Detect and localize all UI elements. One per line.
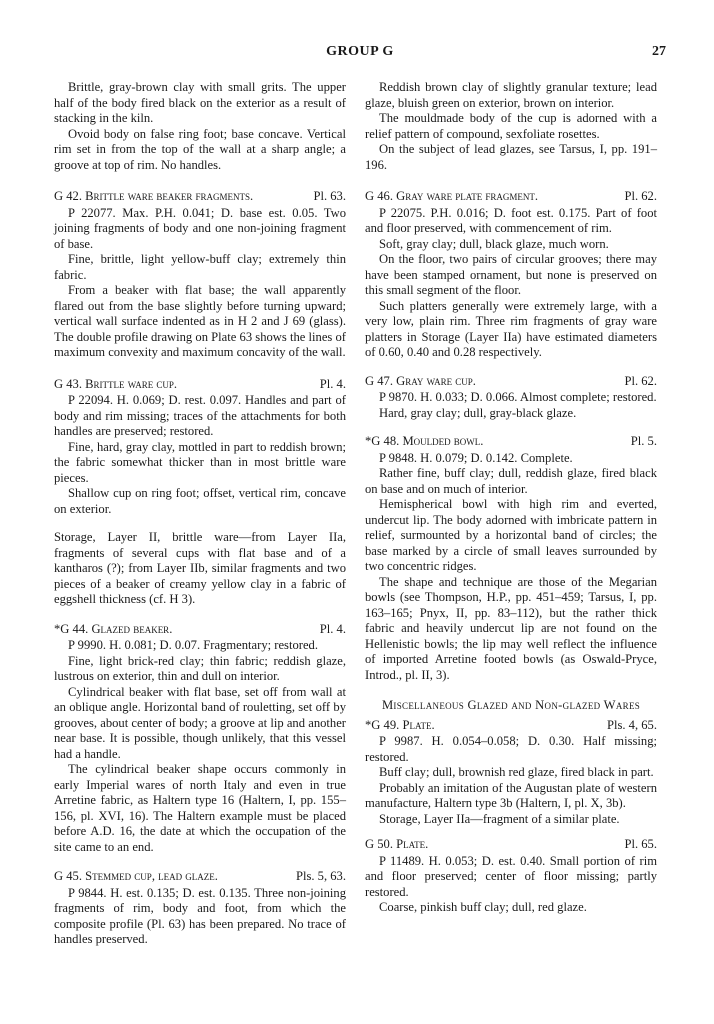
paragraph: Such platters generally were extremely large, with a very low, plain rim. Three rim fragments of gray ware platters in Storage (Layer IIa) have estimated diameters of 0.60, 0.40 and 0.28 respectively. [365, 298, 657, 359]
paragraph: P 9990. H. 0.081; D. 0.07. Fragmentary; restored. [68, 638, 318, 652]
paragraph: P 22075. P.H. 0.016; D. foot est. 0.175. Part of foot and floor preserved, with commencement of rim. [365, 205, 657, 235]
paragraph: Coarse, pinkish buff clay; dull, red glaze. [379, 900, 587, 914]
paragraph: On the floor, two pairs of circular grooves; there may have been stamped ornament, but none is preserved on this small segment of the floor. [365, 252, 657, 297]
paragraph: On the subject of lead glazes, see Tarsus, I, pp. 191–196. [365, 142, 657, 172]
entry-number: G 50. [365, 837, 393, 851]
paragraph: From a beaker with flat base; the wall apparently flared out from the base slightly before turning upward; vertical wall surface indented as in H 2 and J 69 (glass). The double profile drawing on Plate 63 shows the lines of maximum convexity and maximum concavity of the wall. [54, 283, 346, 359]
entry-number: G 45. [54, 869, 82, 883]
page-number: 27 [652, 44, 666, 59]
paragraph: Fine, hard, gray clay, mottled in part to reddish brown; the fabric somewhat thicker than in most brittle ware pieces. [54, 439, 346, 485]
paragraph: Ovoid body on false ring foot; base concave. Vertical rim set in from the top of the wall at a sharp angle; a groove at top of rim. No handles. [54, 126, 346, 172]
page-header [54, 44, 666, 62]
entry-name: Plate. [402, 717, 435, 732]
storage-note: Storage, Layer II, brittle ware—from Layer IIa, fragments of several cups with flat base and of a kantharos (?); from Layer IIb, similar fragments and two pieces of a beaker of creamy yellow clay in a fabric of eggshell thickness (cf. H 3). [54, 530, 346, 606]
paragraph: Storage, Layer IIa—fragment of a similar plate. [379, 811, 620, 826]
plate-reference: Pl. 4. [319, 621, 346, 636]
plate-reference: Pl. 65. [624, 837, 657, 851]
plate-reference: Pl. 62. [624, 373, 657, 388]
entry-number: *G 44. [54, 621, 89, 636]
plate-reference: Pl. 4. [319, 376, 346, 391]
plate-reference: Pl. 62. [624, 189, 657, 203]
paragraph: Fine, light brick-red clay; thin fabric; reddish glaze, lustrous on exterior, thin and dull on interior. [54, 653, 346, 683]
paragraph: Hemispherical bowl with high rim and everted, undercut lip. The body adorned with imbricate pattern in relief, surmounted by a horizontal band of circles; the base marked by a circle of small leaves surrounded by two concentric ridges. [365, 497, 657, 573]
paragraph: P 9870. H. 0.033; D. 0.066. Almost complete; restored. [379, 390, 657, 404]
paragraph: P 22077. Max. P.H. 0.041; D. base est. 0.05. Two joining fragments of body and one non-joining fragment of base. [54, 205, 346, 251]
entry-name: Stemmed cup, lead glaze. [85, 869, 218, 883]
entry-heading-g48 [365, 434, 657, 450]
entry-name: Plate. [396, 837, 429, 851]
paragraph: The shape and technique are those of the Megarian bowls (see Thompson, H.P., pp. 451–459; Tarsus, I, pp. 163–165; Pnyx, II, pp. 83–112), but the rather thick fabric and heavily undercut lip are not found on the Hellenistic bowls; the lip may well reflect the influence of imported Arretine footed bowls (as Oswald-Pryce, Introd., pl. II, 3). [365, 574, 657, 682]
left-column [54, 80, 346, 948]
paragraph: Probably an imitation of the Augustan plate of western manufacture, Haltern type 3b (Haltern, I, pl. X, 3b). [365, 780, 657, 810]
right-column [365, 80, 657, 916]
paragraph: P 9848. H. 0.079; D. 0.142. Complete. [379, 450, 573, 465]
entry-number: *G 49. [365, 717, 400, 732]
entry-number: *G 48. [365, 434, 400, 448]
entry-number: G 47. [365, 373, 393, 388]
entry-number: G 42. [54, 189, 82, 203]
paragraph: P 9844. H. est. 0.135; D. est. 0.135. Three non-joining fragments of rim, body and foot, from which the composite profile (Pl. 63) has been prepared. No trace of handles preserved. [54, 885, 346, 946]
entry-heading-g46 [365, 189, 657, 205]
plate-reference: Pls. 5, 63. [295, 869, 346, 883]
plate-reference: Pl. 63. [313, 189, 346, 203]
entry-heading-g43 [54, 377, 346, 393]
paragraph: The cylindrical beaker shape occurs commonly in early Imperial wares of north Italy and even in true Arretine fabric, as Haltern type 16 (Haltern, I, pp. 155–156, pl. XVI, 16). The Haltern example must be placed before A.D. 16, the date at which the occupation of the site came to an end. [54, 762, 346, 854]
paragraph: Hard, gray clay; dull, gray-black glaze. [379, 405, 577, 420]
entry-name: Gray ware plate fragment. [396, 189, 539, 203]
paragraph: Fine, brittle, light yellow-buff clay; extremely thin fabric. [54, 252, 346, 282]
entry-name: Brittle ware cup. [85, 376, 177, 391]
entry-name: Moulded bowl. [402, 434, 484, 448]
entry-heading-g50 [365, 837, 657, 853]
entry-name: Brittle ware beaker fragments. [85, 189, 254, 203]
paragraph: P 22094. H. 0.069; D. rest. 0.097. Handles and part of body and rim missing; traces of the attachments for both handles are preserved; restored. [54, 393, 346, 438]
section-title: Miscellaneous Glazed and Non-glazed Wares [381, 698, 641, 712]
plate-reference: Pls. 4, 65. [606, 717, 657, 732]
entry-name: Glazed beaker. [91, 621, 173, 636]
paragraph: The mouldmade body of the cup is adorned with a relief pattern of compound, sexfoliate rosettes. [365, 111, 657, 141]
paragraph: Soft, gray clay; dull, black glaze, much worn. [379, 236, 609, 251]
entry-heading-g44 [54, 622, 346, 638]
paragraph: Shallow cup on ring foot; offset, vertical rim, concave on exterior. [54, 486, 346, 516]
paragraph: Rather fine, buff clay; dull, reddish glaze, fired black on base and on much of interior. [365, 466, 657, 496]
paragraph: P 11489. H. 0.053; D. est. 0.40. Small portion of rim and floor preserved; center of floor missing; partly restored. [365, 853, 657, 899]
entry-heading-g42 [54, 189, 346, 205]
entry-number: G 46. [365, 189, 393, 203]
entry-number: G 43. [54, 376, 82, 391]
entry-name: Gray ware cup. [396, 373, 476, 388]
plate-reference: Pl. 5. [630, 434, 657, 448]
entry-heading-g47 [365, 374, 657, 390]
paragraph: Buff clay; dull, brownish red glaze, fired black in part. [379, 765, 654, 779]
entry-heading-g49 [365, 718, 657, 734]
entry-heading-g45 [54, 869, 346, 885]
paragraph: Reddish brown clay of slightly granular texture; lead glaze, bluish green on exterior, brown on interior. [365, 80, 657, 110]
paragraph: Cylindrical beaker with flat base, set off from wall at an oblique angle. Horizontal band of rouletting, set off by grooves, about center of body; a groove at lip and another near base. It is possible, though unlikely, that this vessel had a handle. [54, 684, 346, 761]
paragraph: P 9987. H. 0.054–0.058; D. 0.30. Half missing; restored. [365, 734, 657, 764]
running-title: GROUP G [326, 44, 394, 59]
paragraph: Brittle, gray-brown clay with small grits. The upper half of the body fired black on the exterior as a result of stacking in the kiln. [54, 80, 346, 125]
